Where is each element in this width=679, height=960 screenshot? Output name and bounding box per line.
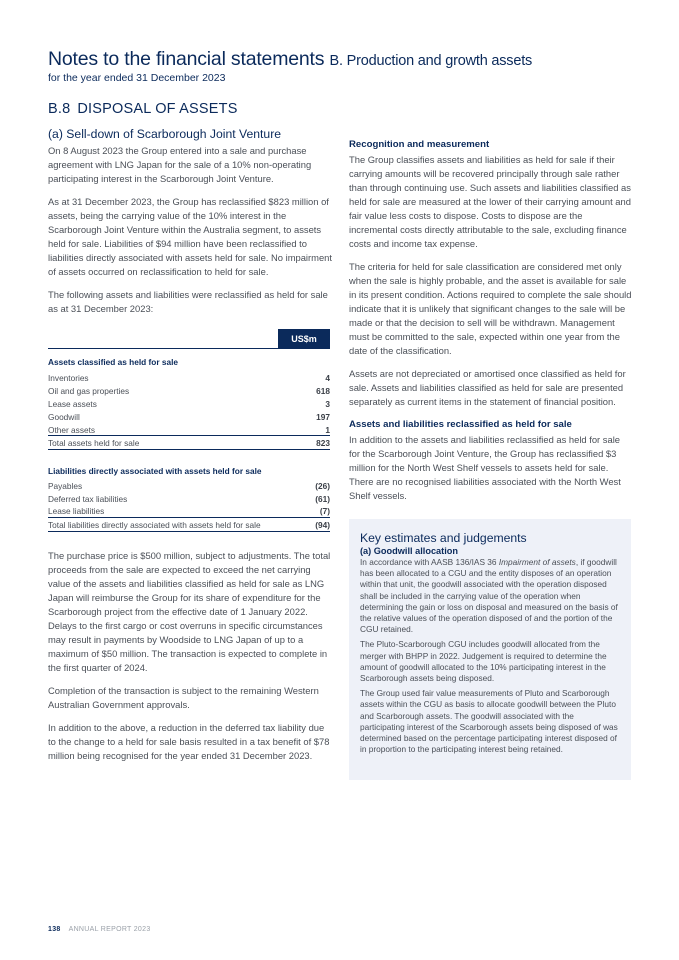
unit-header: US$m (278, 329, 330, 348)
paragraph: In addition to the above, a reduction in the deferred tax liability due to the change to a held for sale basis resulted in a tax benefit of $78 million being recognised for the year ended 31 December 2023. (48, 722, 330, 762)
row-value: 618 (316, 386, 330, 397)
row-value: (94) (315, 519, 330, 530)
row-value: 197 (316, 412, 330, 423)
table-row (48, 372, 330, 385)
row-label: Oil and gas properties (48, 386, 130, 397)
row-label: Lease liabilities (48, 506, 105, 517)
row-value: 3 (325, 399, 330, 410)
liabilities-heading: Liabilities directly associated with assets held for sale (48, 466, 262, 477)
paragraph: The following assets and liabilities were reclassified as held for sale as at 31 December 2023: (48, 289, 328, 314)
row-value: 1 (325, 424, 330, 435)
left-column (48, 127, 333, 772)
table-row (48, 385, 330, 398)
standard-name: Impairment of assets (498, 557, 576, 567)
recognition-heading: Recognition and measurement (349, 139, 490, 150)
reclassified-heading: Assets and liabilities reclassified as held for sale (349, 419, 572, 430)
table-row (48, 424, 330, 437)
right-column (349, 138, 633, 512)
section-heading (48, 101, 238, 117)
title-section: B. Production and growth assets (329, 53, 533, 69)
paragraph: The Pluto-Scarborough CGU includes goodwill allocated from the merger with BHPP in 2022. Judgement is required to determine the amount of goodwill allocated to the 10% participating interest in the Scarborough assets being disposed. (360, 639, 607, 684)
paragraph: On 8 August 2023 the Group entered into a sale and purchase agreement with LNG Japan for the sale of a 10% non-operating participating interest in the Scarborough Joint Venture. (48, 145, 312, 184)
paragraph (360, 557, 620, 635)
paragraph: The criteria for held for sale classification are considered met only when the sale is highly probable, and the asset is available for sale in its present condition. Actions required to complete the sale should indicate that it is unlikely that significant changes to the sale will be made or that the decision to sell will be withdrawn. Management must be committed to the sale, expected within one year from the date of the classification. (349, 261, 632, 356)
row-value: (26) (315, 480, 330, 491)
key-estimates-box (349, 519, 631, 780)
assets-heading: Assets classified as held for sale (48, 348, 330, 372)
page-header (48, 48, 638, 84)
held-for-sale-table (48, 329, 330, 532)
row-label: Other assets (48, 424, 96, 435)
row-label: Goodwill (48, 412, 80, 423)
paragraph: The Group used fair value measurements of Pluto and Scarborough assets within the CGU as basis to allocate goodwill between the Pluto and Scarborough assets. The goodwill associated with the participating interest of the Scarborough assets being disposed of was determined based on the percentage participating interest disposed of in proportion to the participating interest being retained. (360, 688, 618, 755)
paragraph: The purchase price is $500 million, subject to adjustments. The total proceeds from the sale are expected to exceed the net carrying value of the assets and liabilities classified as held for sale as LNG Japan will reimburse the Group for its share of expenditure for the Scarborough project from the effective date of 1 January 2022. Delays to the first cargo or cost overruns in specific circumstances may result in payments by Woodside to LNG Japan of up to a maximum of $50 million. The transaction is expected to complete in the first quarter of 2024. (48, 550, 331, 674)
section-title: DISPOSAL OF ASSETS (77, 101, 238, 117)
page-number: 138 (48, 926, 61, 933)
row-label: Inventories (48, 373, 89, 384)
text-run: , if goodwill has been allocated to a CGU and the entity disposes of an operation within that unit, the goodwill associated with the operation disposed shall be included in the carrying value of the operation when determining the gain or loss on disposal and measured on the basis of the relative values of the operation disposed of and the portion of the CGU retained. (360, 557, 618, 635)
footer-label: ANNUAL REPORT 2023 (68, 926, 151, 933)
paragraph: Completion of the transaction is subject to the remaining Western Australian Government approvals. (48, 685, 319, 711)
row-label: Payables (48, 480, 83, 491)
paragraph: In addition to the assets and liabilities reclassified as held for sale for the Scarborough Joint Venture, the Group has reclassified $3 million for the North West Shelf vessels to assets held for sale. There are no recognised liabilities associated with the North West Shelf vessels. (349, 434, 621, 501)
title-main: Notes to the financial statements (48, 48, 325, 70)
page-title (48, 48, 638, 71)
key-estimates-subheading: (a) Goodwill allocation (360, 546, 459, 556)
subsection-heading: (a) Sell-down of Scarborough Joint Venture (48, 127, 282, 141)
row-label: Total liabilities directly associated with assets held for sale (48, 519, 261, 530)
table-row (48, 398, 330, 411)
table-header (48, 329, 330, 348)
row-value: (7) (319, 506, 330, 517)
assets-total-row (48, 436, 330, 450)
row-label: Deferred tax liabilities (48, 493, 128, 504)
table-row (48, 479, 330, 492)
page-subtitle: for the year ended 31 December 2023 (48, 72, 226, 84)
row-value: 823 (316, 437, 330, 448)
section-number: B.8 (48, 101, 71, 117)
row-label: Lease assets (48, 399, 97, 410)
table-row (48, 505, 330, 518)
key-estimates-title: Key estimates and judgements (360, 531, 527, 545)
row-value: (61) (315, 493, 330, 504)
row-label: Total assets held for sale (48, 437, 140, 448)
paragraph: Assets are not depreciated or amortised once classified as held for sale. Assets and liabilities classified as held for sale are presented separately as current items in the statement of financial position. (349, 368, 626, 407)
row-value: 4 (325, 373, 330, 384)
paragraph: The Group classifies assets and liabilities as held for sale if their carrying amounts will be recovered principally through sale rather than through continuing use. Such assets and liabilities classified as held for sale are measured at the lower of their carrying amount and fair value less costs to dispose. Costs to dispose are the incremental costs directly attributable to the sale, excluding finance costs and income tax expense. (349, 154, 631, 249)
paragraph: As at 31 December 2023, the Group has reclassified $823 million of assets, being the carrying value of the 10% interest in the Scarborough Joint Venture within the Australia segment, to assets held for sale. Liabilities of $94 million have been reclassified to liabilities directly associated with assets held for sale. No impairment of assets occurred on reclassification to held for sale. (48, 196, 332, 277)
page-footer (48, 926, 151, 933)
text-run: In accordance with AASB 136/IAS 36 (360, 557, 499, 567)
liabilities-total-row (48, 518, 330, 532)
